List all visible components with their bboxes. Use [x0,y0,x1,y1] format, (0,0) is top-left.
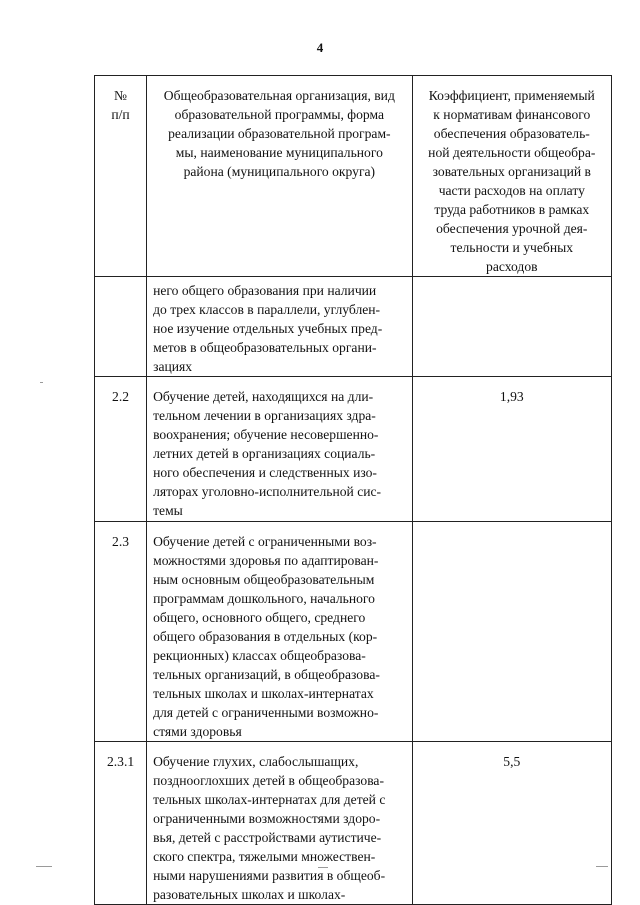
row-number: 2.2 [112,389,130,404]
row-number-cell [95,742,147,905]
row-number: 2.3 [112,534,130,549]
row-description: Обучение глухих, слабослышащих, позднооглохших детей в общеобразова- тельных школах-интернатах для детей с ограниченными возможностями здоро- вья, детей с расстройствами аутистиче- ского спектра, тяжелыми множествен- ными нарушениями развития в общеоб- разовательных школах и школах- [153,754,386,902]
coefficient-table [94,75,612,905]
row-description-cell [147,277,413,377]
header-cell-number [95,76,147,277]
row-coefficient-cell [412,522,611,742]
scan-artifact [318,867,328,868]
scan-artifact [36,866,52,867]
row-description-cell [147,742,413,905]
row-coefficient: 1,93 [499,389,524,404]
table-row [95,277,612,377]
header-cell-description [147,76,413,277]
header-cell-coefficient [412,76,611,277]
row-coefficient-cell [412,742,611,905]
page-number: 4 [316,40,324,55]
table-row [95,522,612,742]
header-description-label: Общеобразовательная организация, вид образовательной программы, форма реализации образовательной програм- мы, наименование муниципального района (муниципального округа) [163,88,395,179]
row-number-cell [95,277,147,377]
row-number: 2.3.1 [106,754,135,769]
scan-artifact [40,382,43,383]
header-number-label: № п/п [111,88,130,122]
row-description: Обучение детей с ограниченными воз- можностями здоровья по адаптирован- ным основным общеобразовательным программам дошкольного, начального общего, основного общего, среднего общего образования в отдельных (кор- рекционных) классах общеобразова- тельных организаций, в общеобразова- тельных школах и школах-интернатах для детей с ограниченными возможно- стями здоровья [153,534,380,739]
table-row [95,377,612,522]
row-number-cell [95,522,147,742]
row-description: Обучение детей, находящихся на дли- тельном лечении в организациях здра- воохранения; обучение несовершенно- летних детей в организациях социаль- ного обеспечения и следственных изо- ляторах уголовно-исполнительной сис- темы [153,389,382,518]
row-coefficient: 5,5 [503,754,521,769]
scan-artifact [596,866,608,867]
table-row [95,742,612,905]
row-description-cell [147,522,413,742]
row-description: него общего образования при наличии до трех классов в параллели, углублен- ное изучение отдельных учебных пред- метов в общеобразовательных органи- зациях [153,283,383,374]
row-coefficient-cell [412,377,611,522]
header-coefficient-label: Коэффициент, применяемый к нормативам финансового обеспечения образователь- ной деятельности общеобра- зовательных организаций в части расходов на оплату труда работников в рамках обеспечения урочной дея- тельности и учебных расходов [428,88,596,274]
row-coefficient-cell [412,277,611,377]
table-header-row [95,76,612,277]
row-number-cell [95,377,147,522]
row-description-cell [147,377,413,522]
